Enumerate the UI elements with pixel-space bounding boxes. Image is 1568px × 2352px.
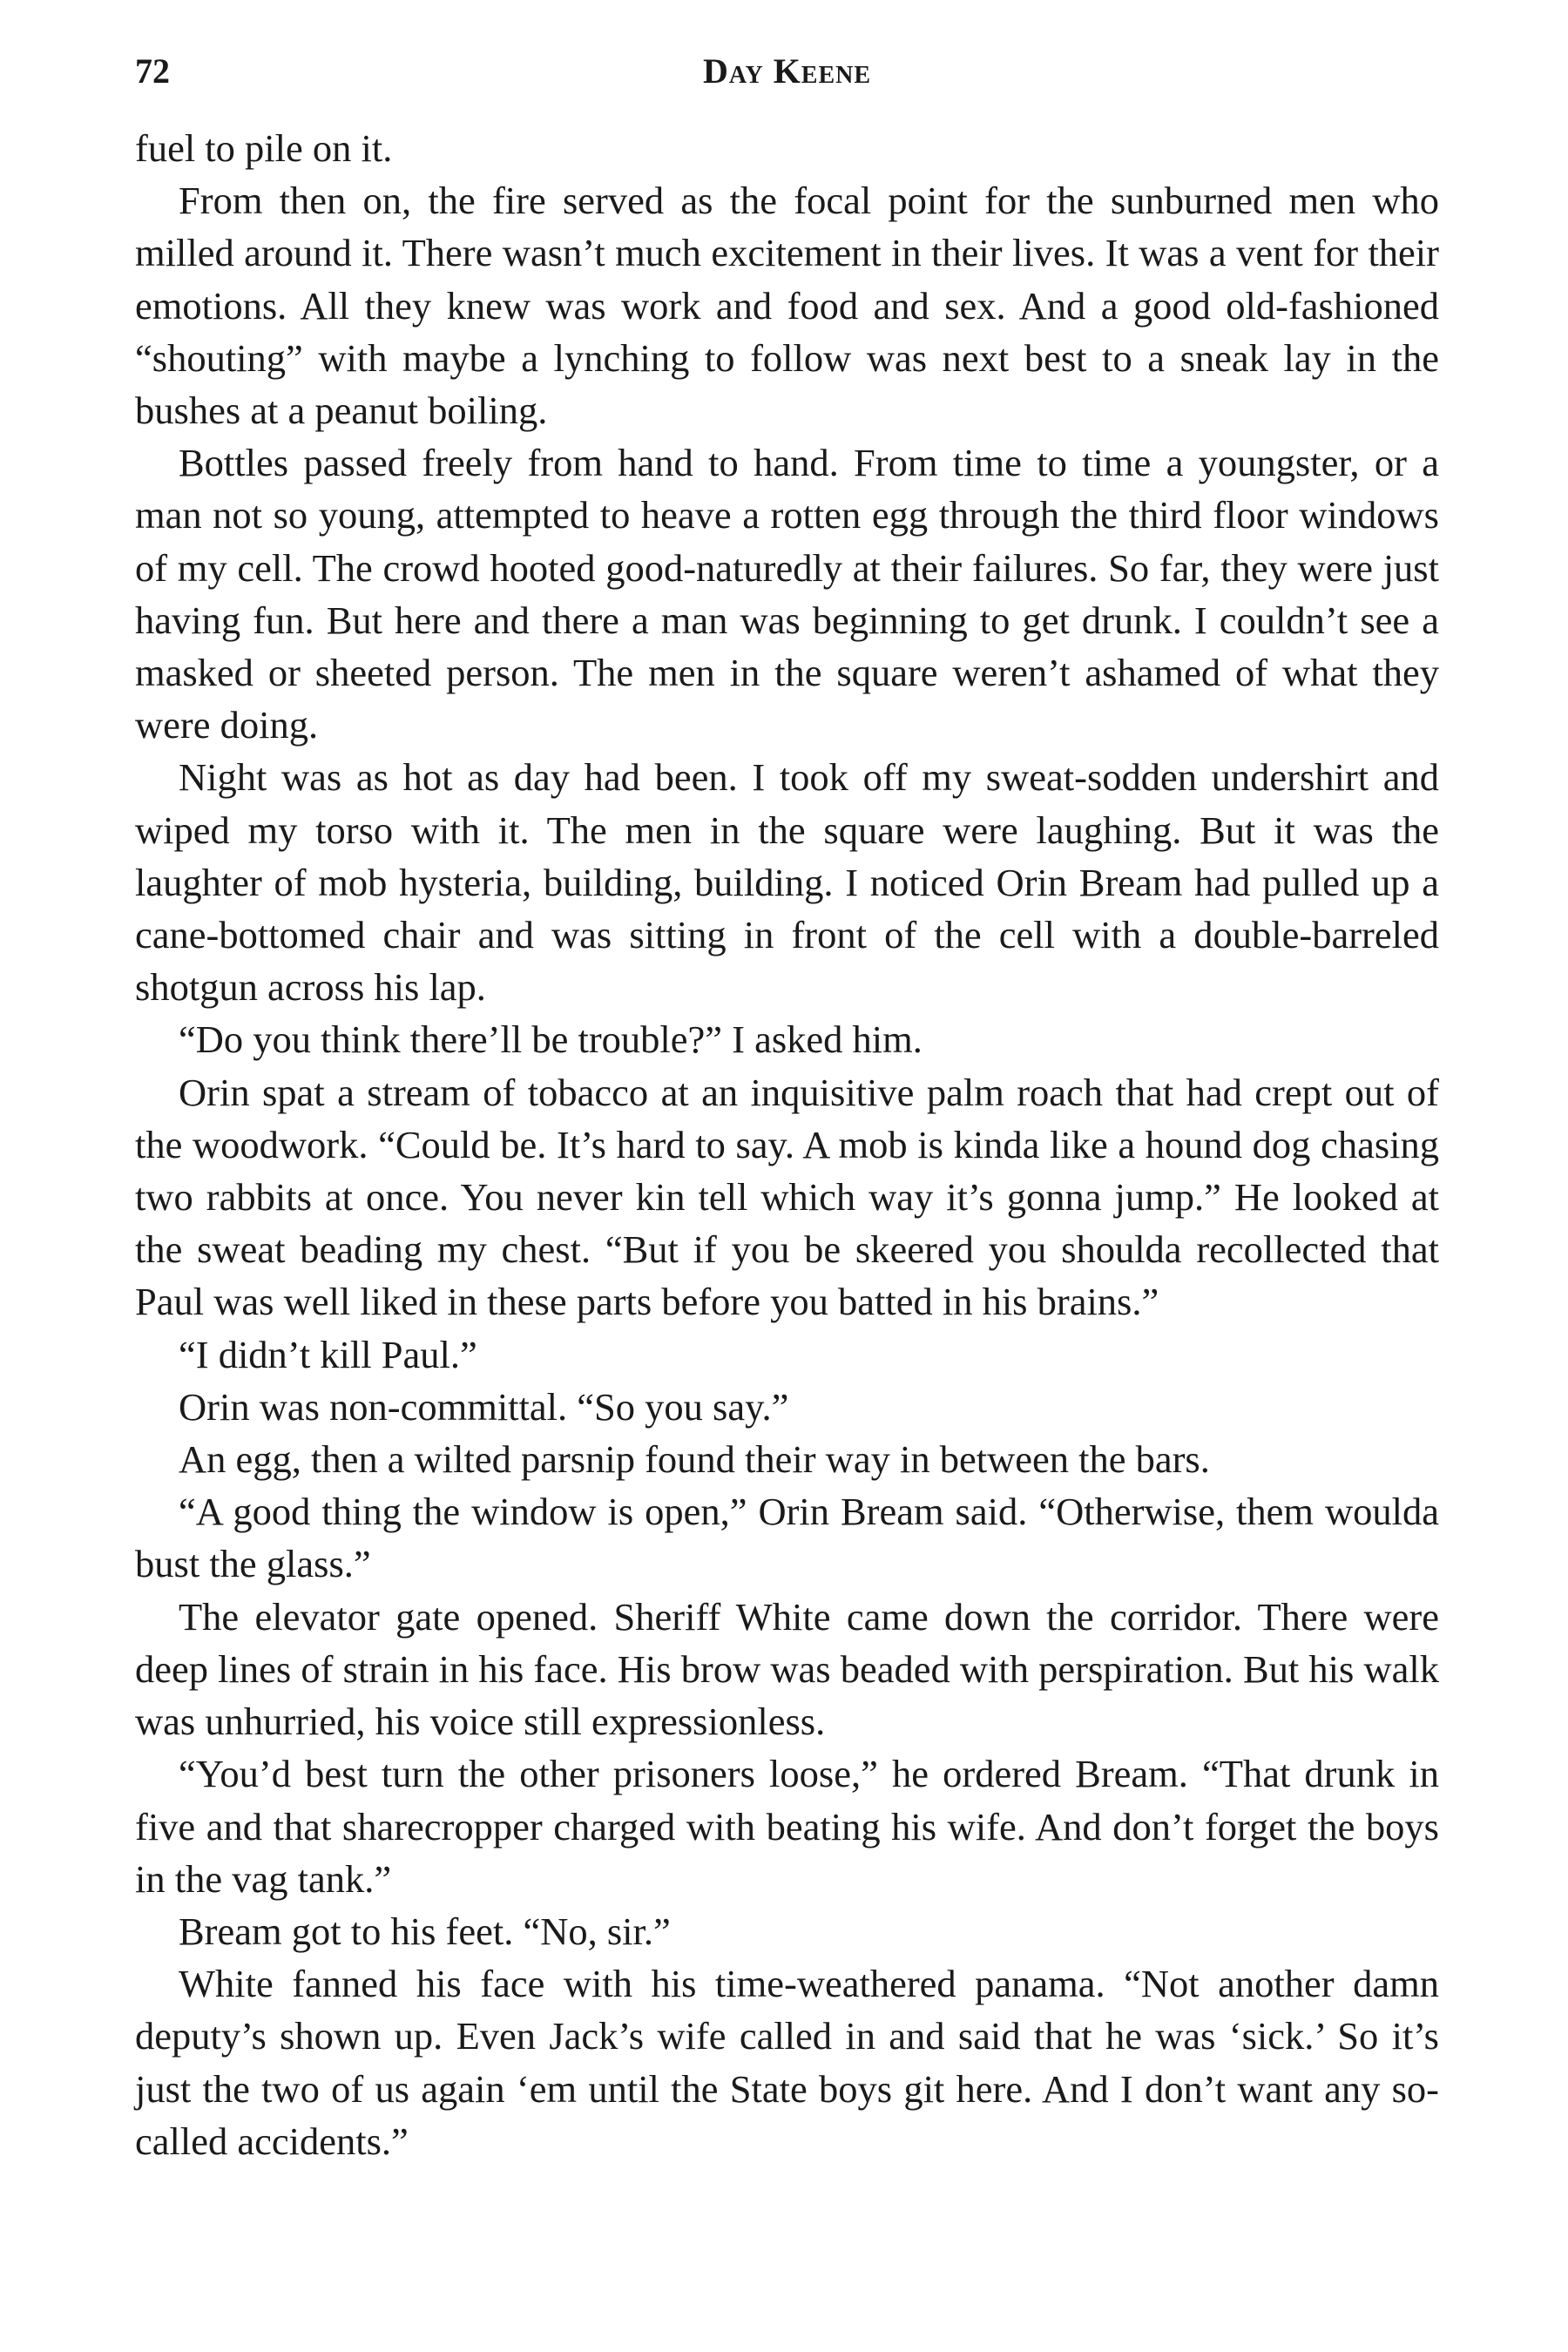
- paragraph: Orin spat a stream of tobacco at an inquisitive palm roach that had crept out of the woodwork. “Could be. It’s hard to say. A mob is kinda like a hound dog chasing two rabbits at once. You never kin tell which way it’s gonna jump.” He looked at the sweat beading my chest. “But if you be skeered you shoulda recollected that Paul was well liked in these parts before you batted in his brains.”: [135, 1070, 1439, 1324]
- paragraph: “I didn’t kill Paul.”: [179, 1332, 477, 1376]
- paragraph: Bream got to his feet. “No, sir.”: [179, 1909, 671, 1953]
- paragraph: fuel to pile on it.: [135, 126, 393, 170]
- paragraph: “A good thing the window is open,” Orin Bream said. “Otherwise, them woulda bust the glass.”: [135, 1490, 1439, 1586]
- paragraph: “You’d best turn the other prisoners loose,” he ordered Bream. “That drunk in five and that sharecropper charged with beating his wife. And don’t forget the boys in the vag tank.”: [135, 1752, 1439, 1901]
- paragraph: From then on, the fire served as the focal point for the sunburned men who milled around it. There wasn’t much excitement in their lives. It was a vent for their emotions. All they knew was work and food and sex. And a good old-fashioned “shouting” with maybe a lynching to follow was next best to a sneak lay in the bushes at a peanut boiling.: [135, 179, 1439, 433]
- paragraph: The elevator gate opened. Sheriff White came down the corridor. There were deep lines of strain in his face. His brow was beaded with perspiration. But his walk was unhurried, his voice still expressionless.: [135, 1594, 1439, 1744]
- paragraph: Orin was non-committal. “So you say.”: [179, 1384, 789, 1429]
- paragraph: White fanned his face with his time-weathered panama. “Not another damn deputy’s shown up. Even Jack’s wife called in and said that he was ‘sick.’ So it’s just the two of us again ‘em until the State boys git here. And I don’t want any so-called accidents.”: [135, 1962, 1439, 2163]
- page-header: [135, 45, 1439, 98]
- paragraph: “Do you think there’ll be trouble?” I asked him.: [179, 1017, 923, 1062]
- body-text: [135, 122, 1439, 2167]
- paragraph: Bottles passed freely from hand to hand. From time to time a youngster, or a man not so young, attempted to heave a rotten egg through the third floor windows of my cell. The crowd hooted good-naturedly at their failures. So far, they were just having fun. But here and there a man was beginning to get drunk. I couldn’t see a masked or sheeted person. The men in the square weren’t ashamed of what they were doing.: [135, 441, 1439, 747]
- paragraph: Night was as hot as day had been. I took off my sweat-sodden undershirt and wiped my torso with it. The men in the square were laughing. But it was the laughter of mob hysteria, building, building. I noticed Orin Bream had pulled up a cane-bottomed chair and was sitting in front of the cell with a double-barreled shotgun across his lap.: [135, 755, 1439, 1010]
- running-title: Day Keene: [702, 51, 872, 91]
- paragraph: An egg, then a wilted parsnip found their way in between the bars.: [179, 1437, 1210, 1482]
- page-number: 72: [135, 51, 170, 91]
